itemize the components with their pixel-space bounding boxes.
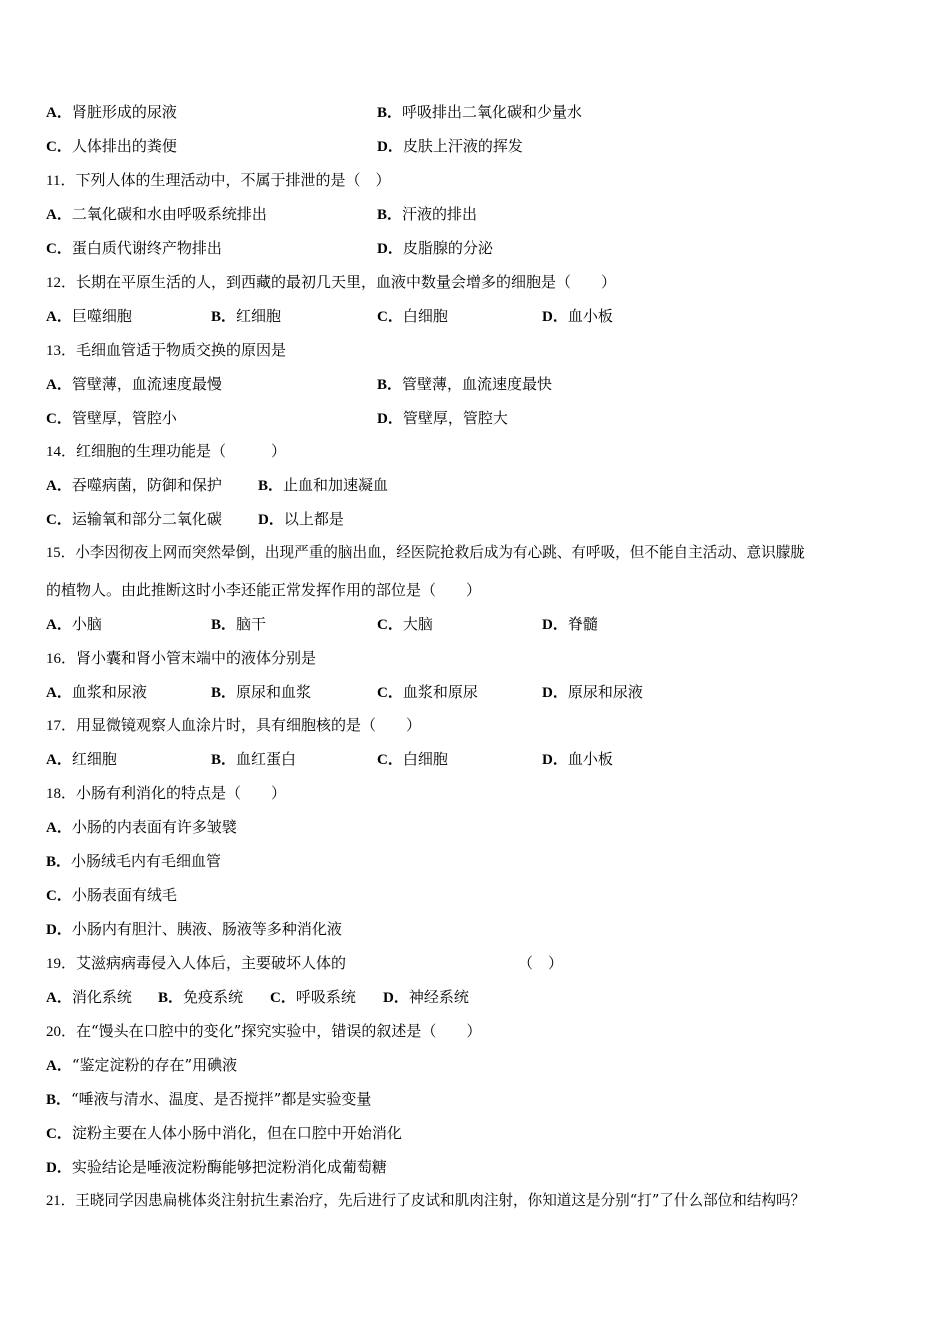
- q12-stem: 12．长期在平原生活的人，到西藏的最初几天里，血液中数量会增多的细胞是（ ）: [46, 273, 617, 291]
- q11-option-c: C．蛋白质代谢终产物排出: [46, 239, 222, 257]
- q19-option-a: A．消化系统: [46, 988, 132, 1006]
- q14-option-b: B．止血和加速凝血: [258, 476, 389, 494]
- q18-option-a: A．小肠的内表面有许多皱襞: [46, 818, 237, 836]
- q18-option-b: B．小肠绒毛内有毛细血管: [46, 852, 222, 870]
- q19-option-d: D．神经系统: [383, 988, 469, 1006]
- q12-option-a: A．巨噬细胞: [46, 307, 132, 325]
- q13-option-a: A．管壁薄，血流速度最慢: [46, 375, 222, 393]
- q19-answer-paren: （ ）: [518, 954, 564, 972]
- q14-option-c: C．运输氧和部分二氧化碳: [46, 510, 222, 528]
- q20-option-d: D．实验结论是唾液淀粉酶能够把淀粉消化成葡萄糖: [46, 1158, 387, 1176]
- q15-option-a: A．小脑: [46, 615, 102, 633]
- q17-stem: 17．用显微镜观察人血涂片时，具有细胞核的是（ ）: [46, 716, 422, 734]
- q12-option-b: B．红细胞: [211, 307, 282, 325]
- q20-option-a: A．“鉴定淀粉的存在”用碘液: [46, 1056, 238, 1074]
- q18-stem: 18．小肠有利消化的特点是（ ）: [46, 784, 287, 802]
- q11-option-d: D．皮脂腺的分泌: [377, 239, 493, 257]
- q15-option-b: B．脑干: [211, 615, 267, 633]
- q17-option-a: A．红细胞: [46, 750, 117, 768]
- q19-option-c: C．呼吸系统: [270, 988, 356, 1006]
- q12-option-c: C．白细胞: [377, 307, 448, 325]
- q17-option-d: D．血小板: [542, 750, 613, 768]
- q11-option-b: B．汗液的排出: [377, 205, 478, 223]
- q18-option-c: C．小肠表面有绒毛: [46, 886, 177, 904]
- q12-option-d: D．血小板: [542, 307, 613, 325]
- q10-option-b: B．呼吸排出二氧化碳和少量水: [377, 103, 583, 121]
- q11-option-a: A．二氧化碳和水由呼吸系统排出: [46, 205, 267, 223]
- q13-stem: 13．毛细血管适于物质交换的原因是: [46, 341, 287, 359]
- q14-option-d: D．以上都是: [258, 510, 344, 528]
- q13-option-b: B．管壁薄，血流速度最快: [377, 375, 553, 393]
- q15-stem-line1: 15．小李因彻夜上网而突然晕倒，出现严重的脑出血，经医院抢救后成为有心跳、有呼吸，但不能自主活动、意识朦胧: [46, 544, 805, 561]
- q15-stem-line2: 的植物人。由此推断这时小李还能正常发挥作用的部位是（ ）: [46, 581, 482, 599]
- q20-option-b: B．“唾液与清水、温度、是否搅拌”都是实验变量: [46, 1090, 372, 1108]
- q10-option-d: D．皮肤上汗液的挥发: [377, 137, 523, 155]
- q16-option-c: C．血浆和原尿: [377, 683, 478, 701]
- q16-option-b: B．原尿和血浆: [211, 683, 312, 701]
- q19-option-b: B．免疫系统: [158, 988, 244, 1006]
- q20-option-c: C．淀粉主要在人体小肠中消化，但在口腔中开始消化: [46, 1124, 402, 1142]
- q15-option-c: C．大脑: [377, 615, 433, 633]
- q16-stem: 16．肾小囊和肾小管末端中的液体分别是: [46, 649, 317, 667]
- q17-option-b: B．血红蛋白: [211, 750, 297, 768]
- q16-option-d: D．原尿和尿液: [542, 683, 643, 701]
- q14-option-a: A．吞噬病菌，防御和保护: [46, 476, 222, 494]
- q18-option-d: D．小肠内有胆汁、胰液、肠液等多种消化液: [46, 920, 342, 938]
- q14-stem: 14．红细胞的生理功能是（ ）: [46, 442, 287, 460]
- q13-option-d: D．管壁厚，管腔大: [377, 409, 508, 427]
- q15-option-d: D．脊髓: [542, 615, 598, 633]
- q13-option-c: C．管壁厚，管腔小: [46, 409, 177, 427]
- q19-stem: 19．艾滋病病毒侵入人体后，主要破坏人体的: [46, 954, 347, 972]
- q21-stem: 21．王晓同学因患扁桃体炎注射抗生素治疗，先后进行了皮试和肌肉注射，你知道这是分别“打”了什么部位和结构吗？: [46, 1192, 806, 1209]
- q20-stem: 20．在“馒头在口腔中的变化”探究实验中，错误的叙述是（ ）: [46, 1022, 482, 1040]
- q11-stem: 11．下列人体的生理活动中，不属于排泄的是（ ）: [46, 171, 391, 189]
- q16-option-a: A．血浆和尿液: [46, 683, 147, 701]
- q10-option-a: A．肾脏形成的尿液: [46, 103, 177, 121]
- q10-option-c: C．人体排出的粪便: [46, 137, 177, 155]
- q17-option-c: C．白细胞: [377, 750, 448, 768]
